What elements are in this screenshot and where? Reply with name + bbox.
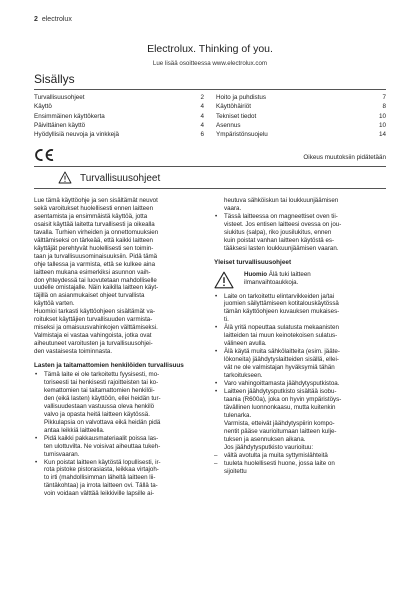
toc-entry-label: Ympäristönsuojelu xyxy=(216,131,268,139)
toc-entry-label: Hyödyllisiä neuvoja ja vinkkejä xyxy=(34,131,120,139)
toc-title: Sisällys xyxy=(34,72,75,86)
text-line: tulenarka. xyxy=(224,411,252,419)
toc-right-column xyxy=(216,93,386,139)
text-line: • Älä yritä nopeuttaa sulatusta mekaanisten xyxy=(224,324,339,332)
toc-row xyxy=(216,112,386,121)
text-line: aiheutuneet varoitusten ja turvallisuusohjei- xyxy=(34,340,153,348)
text-line: • Älä käytä muita sähkölaitteita (esim. jääte- xyxy=(224,348,340,356)
toc-row xyxy=(216,102,386,111)
text-line: tavalla. Turhien virheiden ja onnettomuuksien xyxy=(34,228,159,236)
caution-triangle-icon xyxy=(214,271,234,289)
text-line: Huomioi tarkasti käyttöohjeen sisältämät va- xyxy=(34,308,156,316)
subheading-general-safety: Yleiset turvallisuusohjeet xyxy=(214,258,292,266)
intro-paragraph xyxy=(34,197,202,356)
text-line: roitukset käyttäjien turvallisuuden varmista- xyxy=(34,316,153,324)
tagline: Electrolux. Thinking of you. xyxy=(147,43,273,55)
text-line: sekä varoitukset huolellisesti ennen laitteen xyxy=(34,204,154,212)
toc-entry-page: 8 xyxy=(382,103,386,111)
text-line: kemattomien tai taitamattomien henkilöi- xyxy=(44,386,155,394)
toc-entry-page: 4 xyxy=(200,121,204,129)
text-line: ohje tallessa ja varmista, että se kulkee aina xyxy=(34,260,156,268)
text-line: Lue tämä käyttöohje ja sen sisältämät neuvot xyxy=(34,197,158,204)
text-line: • Kun poistat laitteen käytöstä lopullisesti, ir- xyxy=(44,458,161,466)
bullet-item xyxy=(214,348,386,380)
caution-note-line: ilmanvaihtoaukkoja. xyxy=(244,278,299,286)
toc-row xyxy=(34,130,204,139)
text-line: tämän käyttöohjeen kuvauksen mukaises- xyxy=(224,308,340,316)
text-line: den vastaisesta toiminnasta. xyxy=(34,348,113,356)
text-line: • Laitteen jäähdytysputkisto sisältää isobu- xyxy=(224,387,337,395)
text-line: toriseesti tai henkisesti rajoitteisten tai ko- xyxy=(44,378,159,386)
toc-entry-label: Asennus xyxy=(216,121,241,129)
bullet-item xyxy=(34,459,202,499)
text-line: tumisvaaran. xyxy=(44,450,80,458)
section-title: Turvallisuusohjeet xyxy=(80,173,161,184)
toc-entry-label: Käyttöhäiriöt xyxy=(216,103,252,111)
toc-entry-label: Käyttö xyxy=(34,103,52,111)
toc-entry-label: Päivittäinen käyttö xyxy=(34,121,86,129)
dash-item xyxy=(214,460,386,476)
toc-entry-page: 4 xyxy=(200,112,204,120)
subheading-child-safety: Lasten ja taitamattomien henkilöiden turvallisuus xyxy=(34,362,184,370)
text-line: miseksi ja omaisuusvahinkojen välttämiseksi. xyxy=(34,324,158,332)
text-line: den (eikä lasten) käyttöön, ellei heidän tur- xyxy=(44,394,161,402)
text-line: siukitus (salpa), riko jousilukitus, ennen xyxy=(224,228,332,236)
text-line: tävällinen luonnonkaasu, mutta kuitenkin xyxy=(224,403,336,411)
text-line: Pikkulapsia on valvottava eikä heidän pidä xyxy=(44,418,161,426)
text-line: valvo ja opasta heitä laitteen käytössä. xyxy=(44,410,150,418)
text-line: – vältä avotulta ja muita syttymislähteitä xyxy=(224,451,328,459)
bullet-item xyxy=(214,380,386,388)
toc-entry-page: 14 xyxy=(378,131,386,139)
text-line: taania (R600a), joka on hyvin ympäristöys- xyxy=(224,395,342,403)
toc-entry-page: 10 xyxy=(378,112,386,120)
text-line: • Tämä laite ei ole tarkoitettu fyysisesti, mo- xyxy=(44,371,160,379)
text-line: • Laite on tarkoitettu elintarvikkeiden ja/tai xyxy=(224,292,335,300)
toc-divider xyxy=(34,89,386,90)
text-line: vallisuudestaan vastuussa oleva henkilö xyxy=(44,402,155,410)
text-column-left xyxy=(34,197,202,498)
text-line: voin voidaan välttää leikkiville lapsille ai- xyxy=(44,490,155,498)
toc-entry-page: 2 xyxy=(200,94,204,101)
text-line: to irti (mahdollisimman läheltä laitteen lii- xyxy=(44,474,156,482)
bullet-item xyxy=(34,435,202,459)
text-line: laitteiden tai muun keinotekoisen sulatus- xyxy=(224,332,338,340)
text-line: välineen avulla. xyxy=(224,340,267,348)
toc-row xyxy=(216,93,386,102)
text-line: • Tässä laitteessa on magneettiset oven tii- xyxy=(224,212,338,220)
running-header xyxy=(34,16,72,23)
ce-mark-icon xyxy=(34,148,56,162)
text-line: käyttäjät perehtyvät huolellisesti sen toimin- xyxy=(34,244,154,252)
text-line: välttämiseksi on tärkeää, että kaikki laitteen xyxy=(34,236,153,244)
warning-triangle-icon xyxy=(58,171,72,184)
text-line: asentamista ja ensimmäistä käyttöä, jotta xyxy=(34,212,148,220)
toc-entry-label: Ensimmäinen käyttökerta xyxy=(34,112,105,120)
toc-entry-page: 6 xyxy=(200,131,204,139)
text-line: antaa leikkiä laitteella. xyxy=(44,426,105,434)
toc-entry-label: Turvallisuusohjeet xyxy=(34,94,85,101)
text-line: tarkoitukseen. xyxy=(224,372,263,380)
text-line: käyttöä varten. xyxy=(34,300,75,308)
toc-row xyxy=(34,102,204,111)
text-line: sijoitettu xyxy=(224,467,247,475)
text-line: – tuuleta huolellisesti huone, jossa laite on xyxy=(224,459,335,467)
text-line: uudelle omistajalle. Näin kaikilla laitteen käyt- xyxy=(34,284,159,292)
text-line: nentit pääse vaurioitumaan laitteen kulje- xyxy=(224,427,337,435)
bullet-item xyxy=(214,324,386,348)
caution-note xyxy=(214,271,386,287)
text-line: heutuva sähköiskun tai loukkuunjäämisen xyxy=(224,197,339,204)
toc-row xyxy=(34,112,204,121)
website-line: Lue lisää osoitteessa www.electrolux.com xyxy=(152,60,268,67)
text-line: Jos jäähdytysputkisto vaurioituu: xyxy=(224,443,314,451)
toc-entry-page: 7 xyxy=(382,94,386,101)
text-line: täntäkohtaa) ja irrota laitteen ovi. Tällä ta- xyxy=(44,482,158,490)
caution-note-text: Älä tuki laitteen xyxy=(268,270,311,278)
toc-row xyxy=(34,121,204,130)
text-line: don yhteydessä tai luovutetaan mahdolliselle xyxy=(34,276,157,284)
text-line: rota pistoke pistorasiasta, leikkaa virtajoh- xyxy=(44,466,159,474)
change-notice: Oikeus muutoksiin pidätetään xyxy=(303,154,386,161)
dash-item xyxy=(214,452,386,460)
page-number: 2 xyxy=(34,16,38,23)
toc-row xyxy=(216,121,386,130)
toc-entry-page: 10 xyxy=(378,121,386,129)
section-divider xyxy=(34,166,386,167)
text-line: • Varo vahingoittamasta jäähdytysputkistoa. xyxy=(224,380,340,388)
text-line: taan ja turvallisuusominaisuuksiin. Pidä tämä xyxy=(34,252,158,260)
text-line: tääksesi lasten loukkuunjäämisen vaaran. xyxy=(224,244,339,252)
caution-note-label: Huomio xyxy=(244,270,268,278)
toc-left-column xyxy=(34,93,204,139)
bullet-item xyxy=(214,213,386,253)
continued-text xyxy=(214,197,386,213)
text-line: vät ne ole valmistajan hyväksymiä tähän xyxy=(224,364,335,372)
text-line: Valmistaja ei vastaa vahingoista, jotka ovat xyxy=(34,332,152,340)
bullet-item xyxy=(214,388,386,452)
text-line: Varmista, etteivät jäähdytyspiirin kompo- xyxy=(224,419,335,427)
text-line: ti. xyxy=(224,316,229,324)
text-line: vaara. xyxy=(224,204,242,212)
section-title-underline xyxy=(34,188,386,189)
text-line: osaisit käyttää laitetta turvallisesti ja oikealla xyxy=(34,220,155,228)
text-line: kuin poistat vanhan laitteen käytöstä es- xyxy=(224,236,335,244)
toc-row xyxy=(216,130,386,139)
toc-row xyxy=(34,93,204,102)
text-line: laitteen mukana esimerkiksi asunnon vaih- xyxy=(34,268,151,276)
brand-name: electrolux xyxy=(41,16,72,23)
toc-entry-page: 4 xyxy=(200,103,204,111)
text-line: visteet. Jos entisen laitteesi ovessa on jou- xyxy=(224,220,342,228)
toc-entry-label: Hoito ja puhdistus xyxy=(216,94,267,101)
bullet-item xyxy=(34,371,202,435)
text-line: • Pidä kaikki pakkausmateriaalit poissa las- xyxy=(44,434,159,442)
caution-note-line xyxy=(244,271,386,279)
toc-entry-label: Tekniset tiedot xyxy=(216,112,257,120)
text-line: lökoneita) jäähdytyslaitteiden sisällä, ellei- xyxy=(224,356,339,364)
bullet-item xyxy=(214,293,386,325)
text-line: täjillä on asianmukaiset ohjeet turvallista xyxy=(34,292,145,300)
text-line: juomien säilyttämiseen kotitalouskäytössä xyxy=(224,300,339,308)
text-line: tuksen ja asennuksen aikana. xyxy=(224,435,306,443)
text-line: ten ulottuvilta. Ne voisivat aiheuttaa tukeh- xyxy=(44,442,161,450)
text-column-right xyxy=(214,197,386,475)
